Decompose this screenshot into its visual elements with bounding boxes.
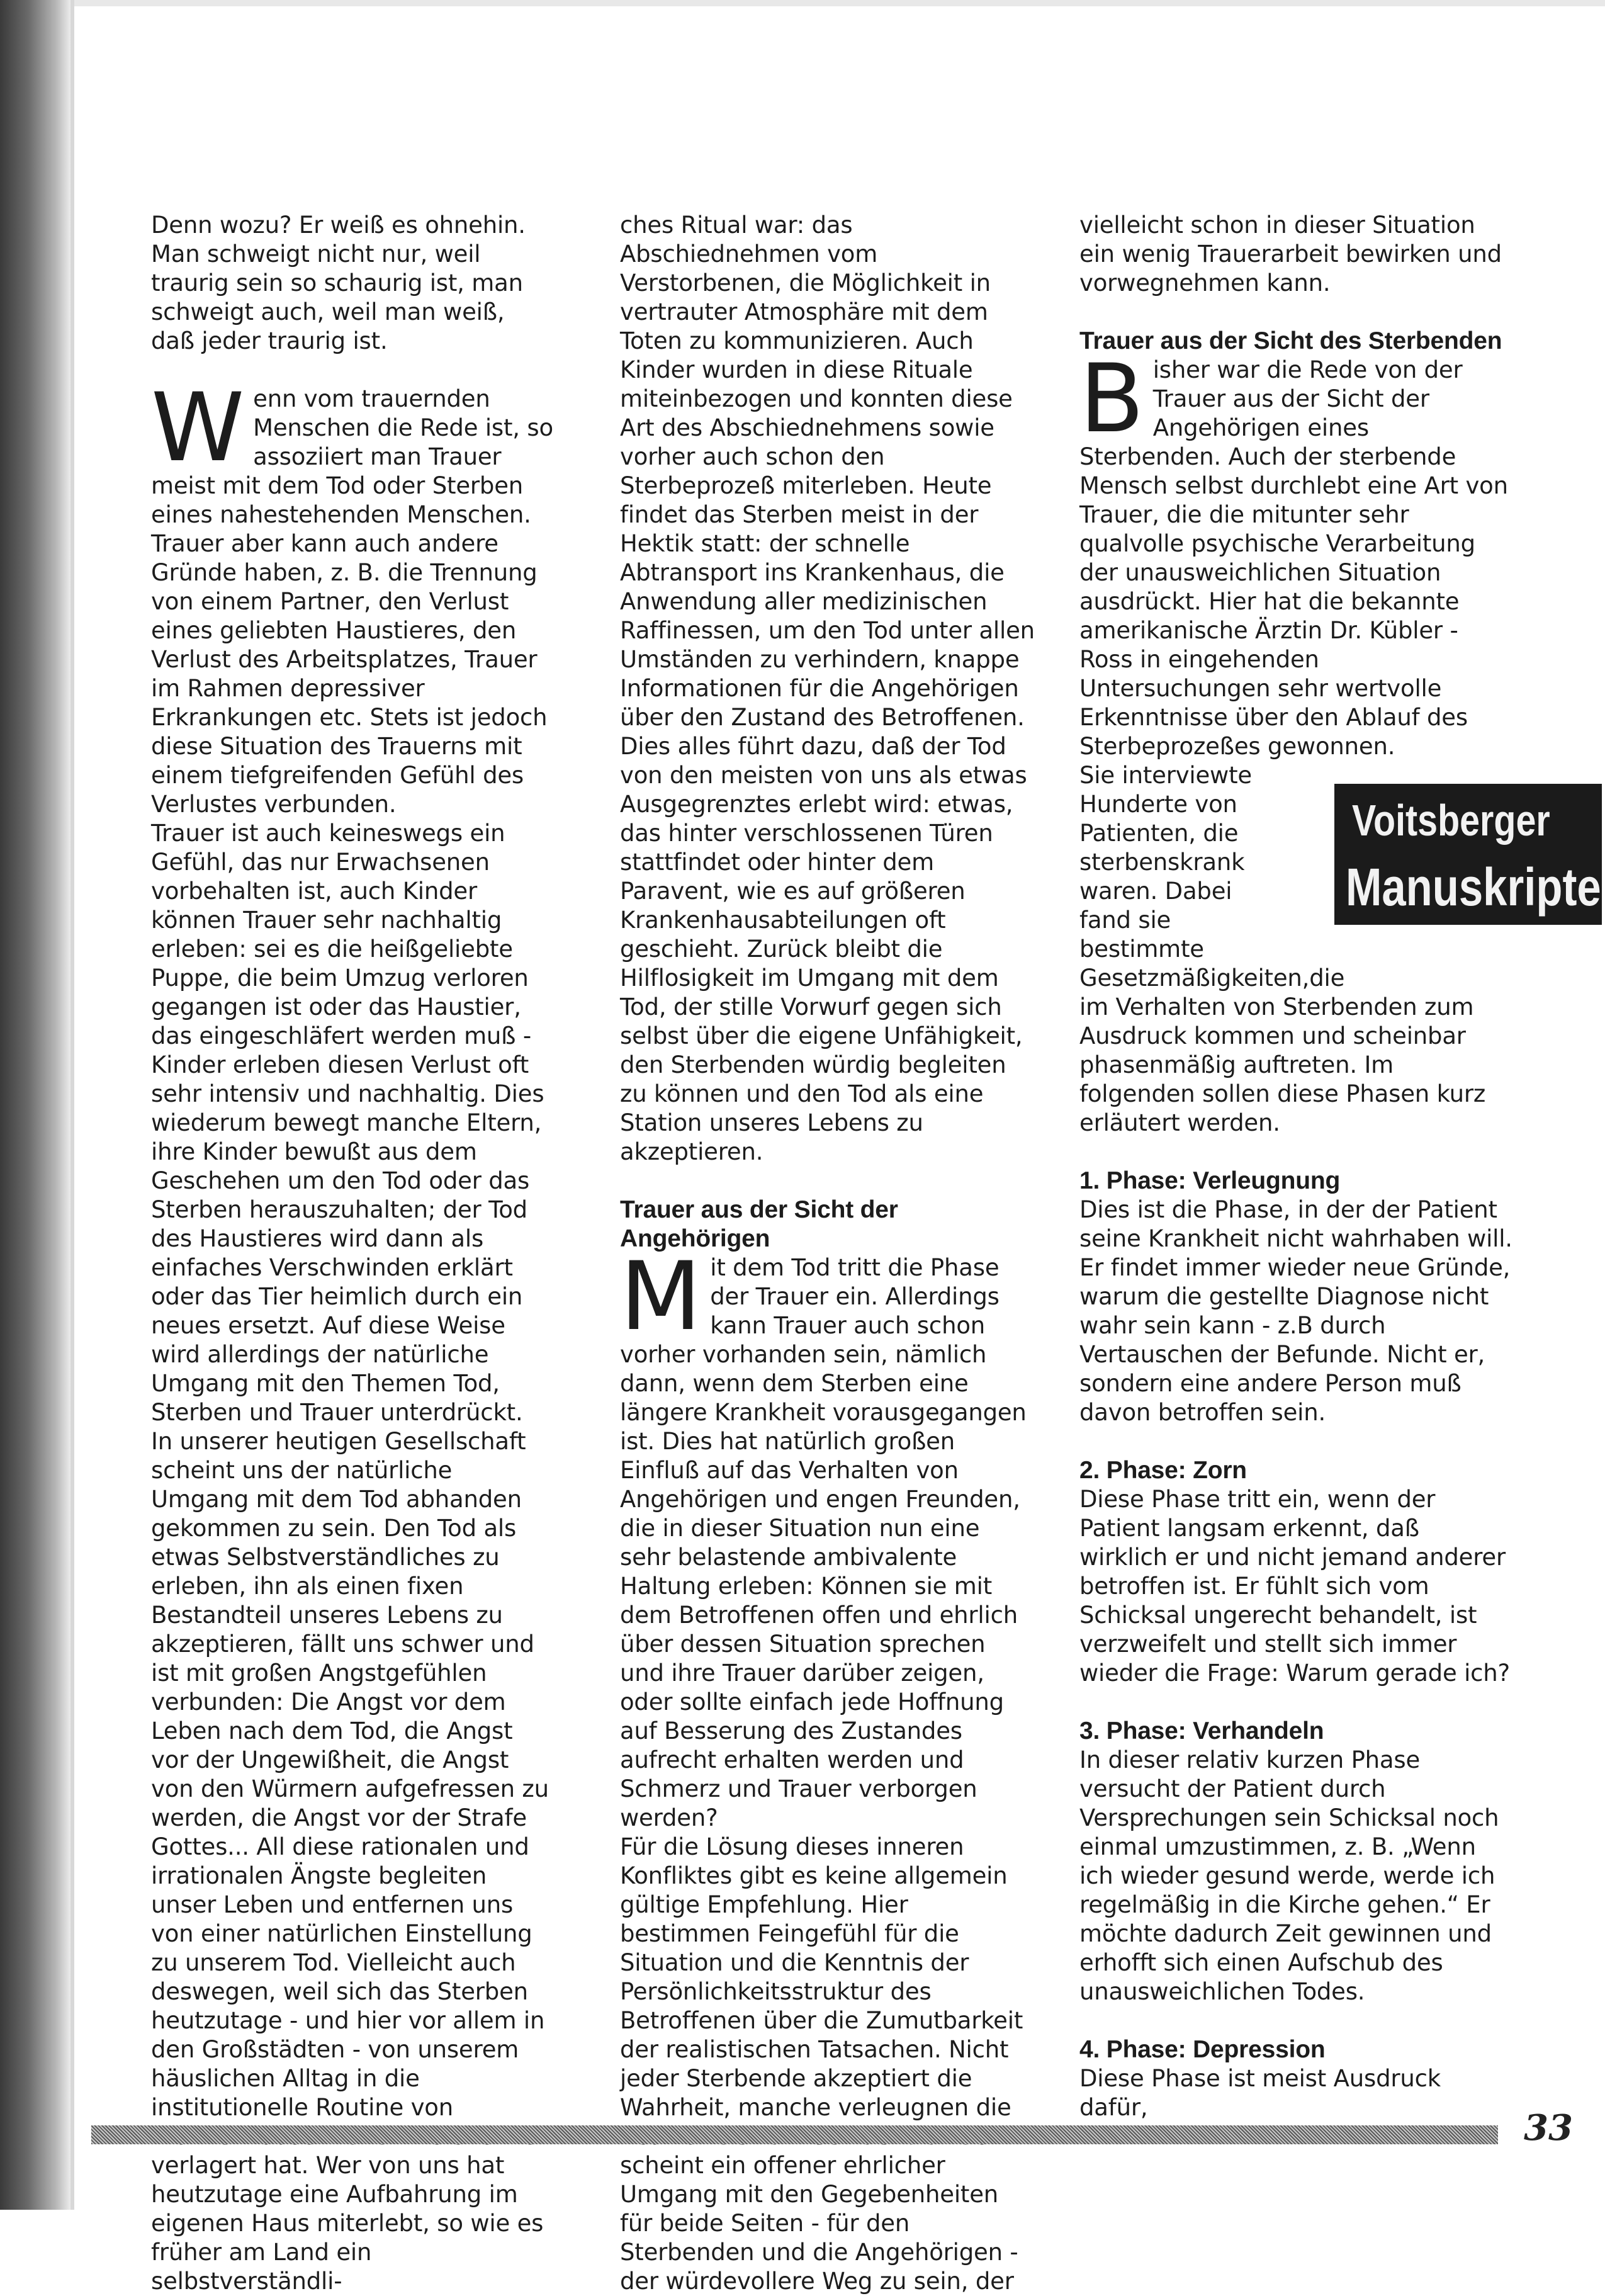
paragraph: Dies ist die Phase, in der der Patient seine Krankheit nicht wahrhaben will. Er findet immer wieder neue Gründe, warum die gestellte Diagnose nicht wahr sein kann - z.B durch Vertauschen der Befunde. Nicht er, sondern eine andere Person muß davon betroffen sein. <box>1079 1196 1512 1426</box>
paragraph: Für die Lösung dieses inneren Konfliktes gibt es keine allgemein gültige Empfehlung. Hier bestimmen Feingefühl für die Situation und die Kenntnis der Persönlichkeitsstruktur des Betroffenen über die Zumutbarkeit der realistischen Tatsachen. Nicht jeder Sterbende akzeptiert die Wahrheit, manche verleugnen die scheint ein offener ehrlicher Umgang mit den Gegebenheiten für beide Seiten - für den Sterbenden und die Angehörigen - der würdevollere Weg zu sein, der <box>620 1833 1023 2295</box>
phase-heading: 4. Phase: Depression <box>1079 2036 1326 2063</box>
paragraph-with-dropcap <box>620 1242 1035 1833</box>
paragraph: Diese Phase ist meist Ausdruck dafür, <box>1079 2065 1441 2121</box>
logo-line-2: Manuskripte <box>1346 857 1601 917</box>
logo-line-1: Voitsberger <box>1352 796 1550 845</box>
paragraph: ches Ritual war: das Abschiednehmen vom Verstorbenen, die Möglichkeit in vertrauter Atmosphäre mit dem Toten zu kommunizieren. Auch Kinder wurden in diese Rituale miteinbezogen und konnten diese Art des Abschiednehmens sowie vorher auch schon den Sterbeprozeß miterleben. Heute findet das Sterben meist in der Hektik statt: der schnelle Abtransport ins Krankenhaus, die Anwendung aller medizinischen Raffinessen, um den Tod unter allen Umständen zu verhindern, knappe Informationen für die Angehörigen über den Zustand des Betroffenen. Dies alles führt dazu, daß der Tod von den meisten von uns als etwas Ausgegrenztes erlebt wird: etwas, das hinter verschlossenen Türen stattfindet oder hinter dem Paravent, wie es auf größeren Krankenhausabteilungen oft geschieht. Zurück bleibt die Hilflosigkeit im Umgang mit dem Tod, der stille Vorwurf gegen sich selbst über die eigene Unfähigkeit, den Sterbenden würdig begleiten zu können und den Tod als eine Station unseres Lebens zu akzeptieren. <box>620 212 1035 1165</box>
footer-pattern-bar <box>91 2125 1498 2144</box>
paragraph-narrow: Sie interviewte Hunderte von Patienten, die sterbenskrank waren. Dabei fand sie bestimmte Gesetzmäßigkeiten,die <box>1079 762 1345 992</box>
paragraph: Diese Phase tritt ein, wenn der Patient langsam erkennt, daß wirklich er und nicht jemand anderer betroffen ist. Er fühlt sich vom Schicksal ungerecht behandelt, ist verzweifelt und stellt sich immer wieder die Frage: Warum gerade ich? <box>1079 1486 1510 1687</box>
paragraph-with-dropcap <box>151 373 554 819</box>
column-3 <box>1079 211 1514 2122</box>
column-1 <box>151 211 554 2296</box>
phase-heading: 2. Phase: Zorn <box>1079 1457 1247 1484</box>
phase-heading: 3. Phase: Verhandeln <box>1079 1717 1324 1745</box>
paragraph: im Verhalten von Sterbenden zum Ausdruck kommen und scheinbar phasenmäßig auftreten. Im folgenden sollen diese Phasen kurz erläutert werden. <box>1079 993 1486 1136</box>
paragraph: In dieser relativ kurzen Phase versucht der Patient durch Versprechungen sein Schicksal noch einmal umzustimmen, z. B. „Wenn ich wieder gesund werde, werde ich regelmäßig in die Kirche gehen.“ Er möchte dadurch Zeit gewinnen und erhofft sich einen Aufschub des unausweichlichen Todes. <box>1079 1746 1499 2005</box>
publication-logo <box>1334 784 1602 925</box>
paragraph-text: enn vom trauernden Menschen die Rede ist, so assoziiert man Trauer meist mit dem Tod oder Sterben eines nahestehenden Menschen. Trauer aber kann auch andere Gründe haben, z. B. die Trennung von einem Partner, den Verlust eines geliebten Haustieres, den Verlust des Arbeitsplatzes, Trauer im Rahmen depressiver Erkrankungen etc. Stets ist jedoch diese Situation des Trauerns mit einem tiefgreifenden Gefühl des Verlustes verbunden. <box>151 385 553 818</box>
paragraph-text: it dem Tod tritt die Phase der Trauer ein. Allerdings kann Trauer auch schon vorher vorhanden sein, nämlich dann, wenn dem Sterben eine längere Krankheit vorausgegangen ist. Dies hat natürlich großen Einfluß auf das Verhalten von Angehörigen und engen Freunden, die in dieser Situation nun eine sehr belastende ambivalente Haltung erleben: Können sie mit dem Betroffenen offen und ehrlich über dessen Situation sprechen und ihre Trauer darüber zeigen, oder sollte einfach jede Hoffnung auf Besserung des Zustandes aufrecht erhalten werden und Schmerz und Trauer verborgen werden? <box>620 1254 1027 1831</box>
section-heading: Trauer aus der Sicht des Sterbenden <box>1079 327 1502 354</box>
paragraph-with-dropcap <box>1079 344 1514 761</box>
paragraph: Trauer ist auch keineswegs ein Gefühl, das nur Erwachsenen vorbehalten ist, auch Kinder können Trauer sehr nachhaltig erleben: sei es die heißgeliebte Puppe, die beim Umzug verloren gegangen ist oder das Haustier, das eingeschläfert werden muß - Kinder erleben diesen Verlust oft sehr intensiv und nachhaltig. Dies wiederum bewegt manche Eltern, ihre Kinder bewußt aus dem Geschehen um den Tod oder das Sterben herauszuhalten; der Tod des Haustieres wird dann als einfaches Verschwinden erklärt oder das Tier heimlich durch ein neues ersetzt. Auf diese Weise wird allerdings der natürliche Umgang mit den Themen Tod, Sterben und Trauer unterdrückt. <box>151 820 544 1426</box>
paragraph: vielleicht schon in dieser Situation ein wenig Trauerarbeit bewirken und vorwegnehmen kann. <box>1079 212 1502 297</box>
section-heading: Trauer aus der Sicht der Angehörigen <box>620 1196 898 1252</box>
drop-cap: M <box>620 1242 702 1352</box>
column-2 <box>620 211 1035 2296</box>
drop-cap: B <box>1079 344 1144 454</box>
top-margin-shade <box>74 0 1605 6</box>
paragraph: In unserer heutigen Gesellschaft scheint uns der natürliche Umgang mit dem Tod abhanden gekommen zu sein. Den Tod als etwas Selbstverständliches zu erleben, ihn als einen fixen Bestandteil unseres Lebens zu akzeptieren, fällt uns schwer und ist mit großen Angstgefühlen verbunden: Die Angst vor dem Leben nach dem Tod, die Angst vor der Ungewißheit, die Angst von den Würmern aufgefressen zu werden, die Angst vor der Strafe Gottes... All diese rationalen und irrationalen Ängste begleiten unser Leben und entfernen uns von einer natürlichen Einstellung zu unserem Tod. Vielleicht auch deswegen, weil sich das Sterben heutzutage - und hier vor allem in den Großstädten - von unserem häuslichen Alltag in die institutionelle Routine von verlagert hat. Wer von uns hat heutzutage eine Aufbahrung im eigenen Haus miterlebt, so wie es früher am Land ein selbstverständli- <box>151 1428 549 2295</box>
page-edge <box>70 0 74 2210</box>
drop-cap: W <box>151 373 245 483</box>
phase-heading: 1. Phase: Verleugnung <box>1079 1167 1341 1194</box>
paragraph-text: isher war die Rede von der Trauer aus der Sicht der Angehörigen eines Sterbenden. Auch der sterbende Mensch selbst durchlebt eine Art von Trauer, die die mitunter sehr qualvolle psychische Verarbeitung der unausweichlichen Situation ausdrückt. Hier hat die bekannte amerikanische Ärztin Dr. Kübler - Ross in eingehenden Untersuchungen sehr wertvolle Erkenntnisse über den Ablauf des Sterbeprozeßes gewonnen. <box>1079 356 1508 760</box>
page-number: 33 <box>1524 2107 1573 2149</box>
book-binding-shadow <box>0 0 70 2210</box>
paragraph: Denn wozu? Er weiß es ohnehin. Man schweigt nicht nur, weil traurig sein so schaurig ist, man schweigt auch, weil man weiß, daß jeder traurig ist. <box>151 212 526 354</box>
